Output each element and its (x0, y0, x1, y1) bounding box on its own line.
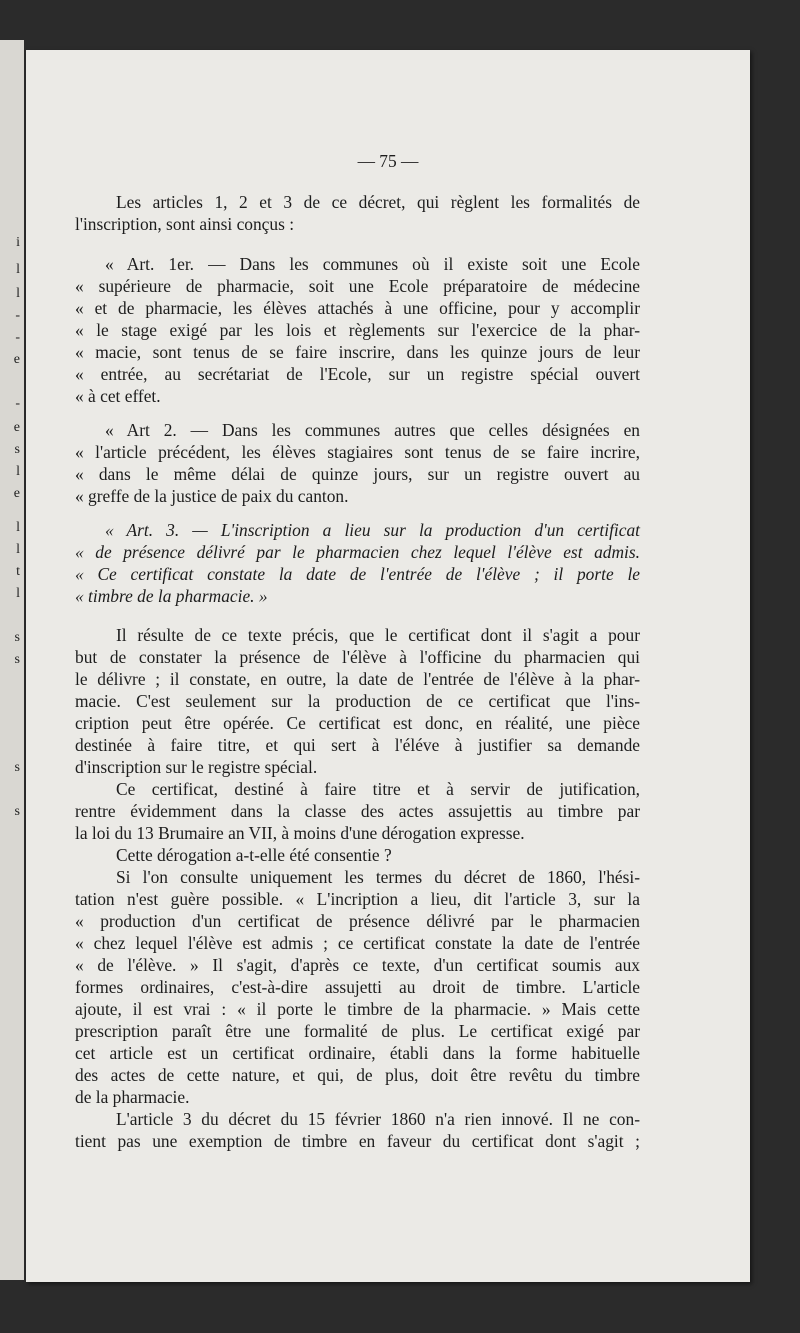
margin-char: l (16, 586, 20, 601)
text-line: ajoute, il est vrai : « il porte le timbre de la pharmacie. » Mais cette (75, 999, 640, 1019)
margin-char: l (16, 464, 20, 479)
margin-char: l (16, 286, 20, 301)
margin-char: s (14, 760, 20, 775)
margin-char: - (15, 308, 20, 323)
text-line: « timbre de la pharmacie. » (75, 586, 268, 606)
margin-char: e (13, 486, 20, 501)
margin-char: l (16, 542, 20, 557)
text-line: « à cet effet. (75, 386, 161, 406)
margin-char: l (16, 262, 20, 277)
text-line: « de l'élève. » Il s'agit, d'après ce texte, d'un certificat soumis aux (75, 955, 640, 975)
margin-char: s (14, 442, 20, 457)
text-line: « Art. 1er. — Dans les communes où il existe soit une Ecole (105, 254, 640, 274)
text-line: « entrée, au secrétariat de l'Ecole, sur un registre spécial ouvert (75, 364, 640, 384)
text-line: « Art 2. — Dans les communes autres que celles désignées en (105, 420, 640, 440)
text-line: Cette dérogation a-t-elle été consentie ? (116, 845, 392, 865)
text-line: formes ordinaires, c'est-à-dire assujetti au droit de timbre. L'article (75, 977, 640, 997)
text-line: tient pas une exemption de timbre en faveur du certificat dont s'agit ; (75, 1131, 640, 1151)
text-line: des actes de cette nature, et qui, de plus, doit être revêtu du timbre (75, 1065, 640, 1085)
text-line: macie. C'est seulement sur la production de ce certificat que l'ins- (75, 691, 640, 711)
text-line: Ce certificat, destiné à faire titre et à servir de jutification, (116, 779, 640, 799)
text-line: Il résulte de ce texte précis, que le certificat dont il s'agit a pour (116, 625, 640, 645)
margin-char: - (15, 330, 20, 345)
margin-char: s (14, 804, 20, 819)
margin-char: e (13, 420, 20, 435)
text-line: but de constater la présence de l'élève à l'officine du pharmacien qui (75, 647, 640, 667)
page-number: — 75 — (357, 151, 419, 171)
text-line: « greffe de la justice de paix du canton. (75, 486, 349, 506)
text-line: « et de pharmacie, les élèves attachés à une officine, pour y accomplir (75, 298, 640, 318)
text-line: le délivre ; il constate, en outre, la date de l'entrée de l'élève à la phar- (75, 669, 640, 689)
text-line: d'inscription sur le registre spécial. (75, 757, 318, 777)
text-line: cet article est un certificat ordinaire, établi dans la forme habituelle (75, 1043, 640, 1063)
margin-char: e (13, 352, 20, 367)
text-line: « production d'un certificat de présence délivré par le pharmacien (75, 911, 640, 931)
margin-char: - (15, 396, 20, 411)
margin-char: i (16, 235, 20, 250)
text-line: L'article 3 du décret du 15 février 1860 n'a rien innové. Il ne con- (116, 1109, 640, 1129)
text-line: rentre évidemment dans la classe des actes assujettis au timbre par (75, 801, 640, 821)
text-line: « le stage exigé par les lois et règlements sur l'exercice de la phar- (75, 320, 640, 340)
text-line: tation n'est guère possible. « L'incription a lieu, dit l'article 3, sur la (75, 889, 640, 909)
text-line: destinée à faire titre, et qui sert à l'éléve à justifier sa demande (75, 735, 640, 755)
text-line: Les articles 1, 2 et 3 de ce décret, qui règlent les formalités de (116, 192, 640, 212)
margin-char: t (16, 564, 20, 579)
text-line: « supérieure de pharmacie, soit une Ecole préparatoire de médecine (75, 276, 640, 296)
text-line: cription peut être opérée. Ce certificat est donc, en réalité, une pièce (75, 713, 640, 733)
text-line: « Ce certificat constate la date de l'entrée de l'élève ; il porte le (75, 564, 640, 584)
text-line: « dans le même délai de quinze jours, sur un registre ouvert au (75, 464, 640, 484)
text-line: Si l'on consulte uniquement les termes du décret de 1860, l'hési- (116, 867, 640, 887)
margin-char: s (14, 652, 20, 667)
margin-char: l (16, 520, 20, 535)
text-line: l'inscription, sont ainsi conçus : (75, 214, 295, 234)
text-line: « Art. 3. — L'inscription a lieu sur la production d'un certificat (105, 520, 640, 540)
text-line: « l'article précédent, les élèves stagiaires sont tenus de se faire incrire, (75, 442, 640, 462)
text-line: « macie, sont tenus de se faire inscrire, dans les quinze jours de leur (75, 342, 640, 362)
text-line: « de présence délivré par le pharmacien chez lequel l'élève est admis. (75, 542, 640, 562)
margin-char: s (14, 630, 20, 645)
text-line: « chez lequel l'élève est admis ; ce certificat constate la date de l'entrée (75, 933, 640, 953)
text-line: la loi du 13 Brumaire an VII, à moins d'une dérogation expresse. (75, 823, 525, 843)
text-line: de la pharmacie. (75, 1087, 190, 1107)
text-line: prescription paraît être une formalité de plus. Le certificat exigé par (75, 1021, 640, 1041)
